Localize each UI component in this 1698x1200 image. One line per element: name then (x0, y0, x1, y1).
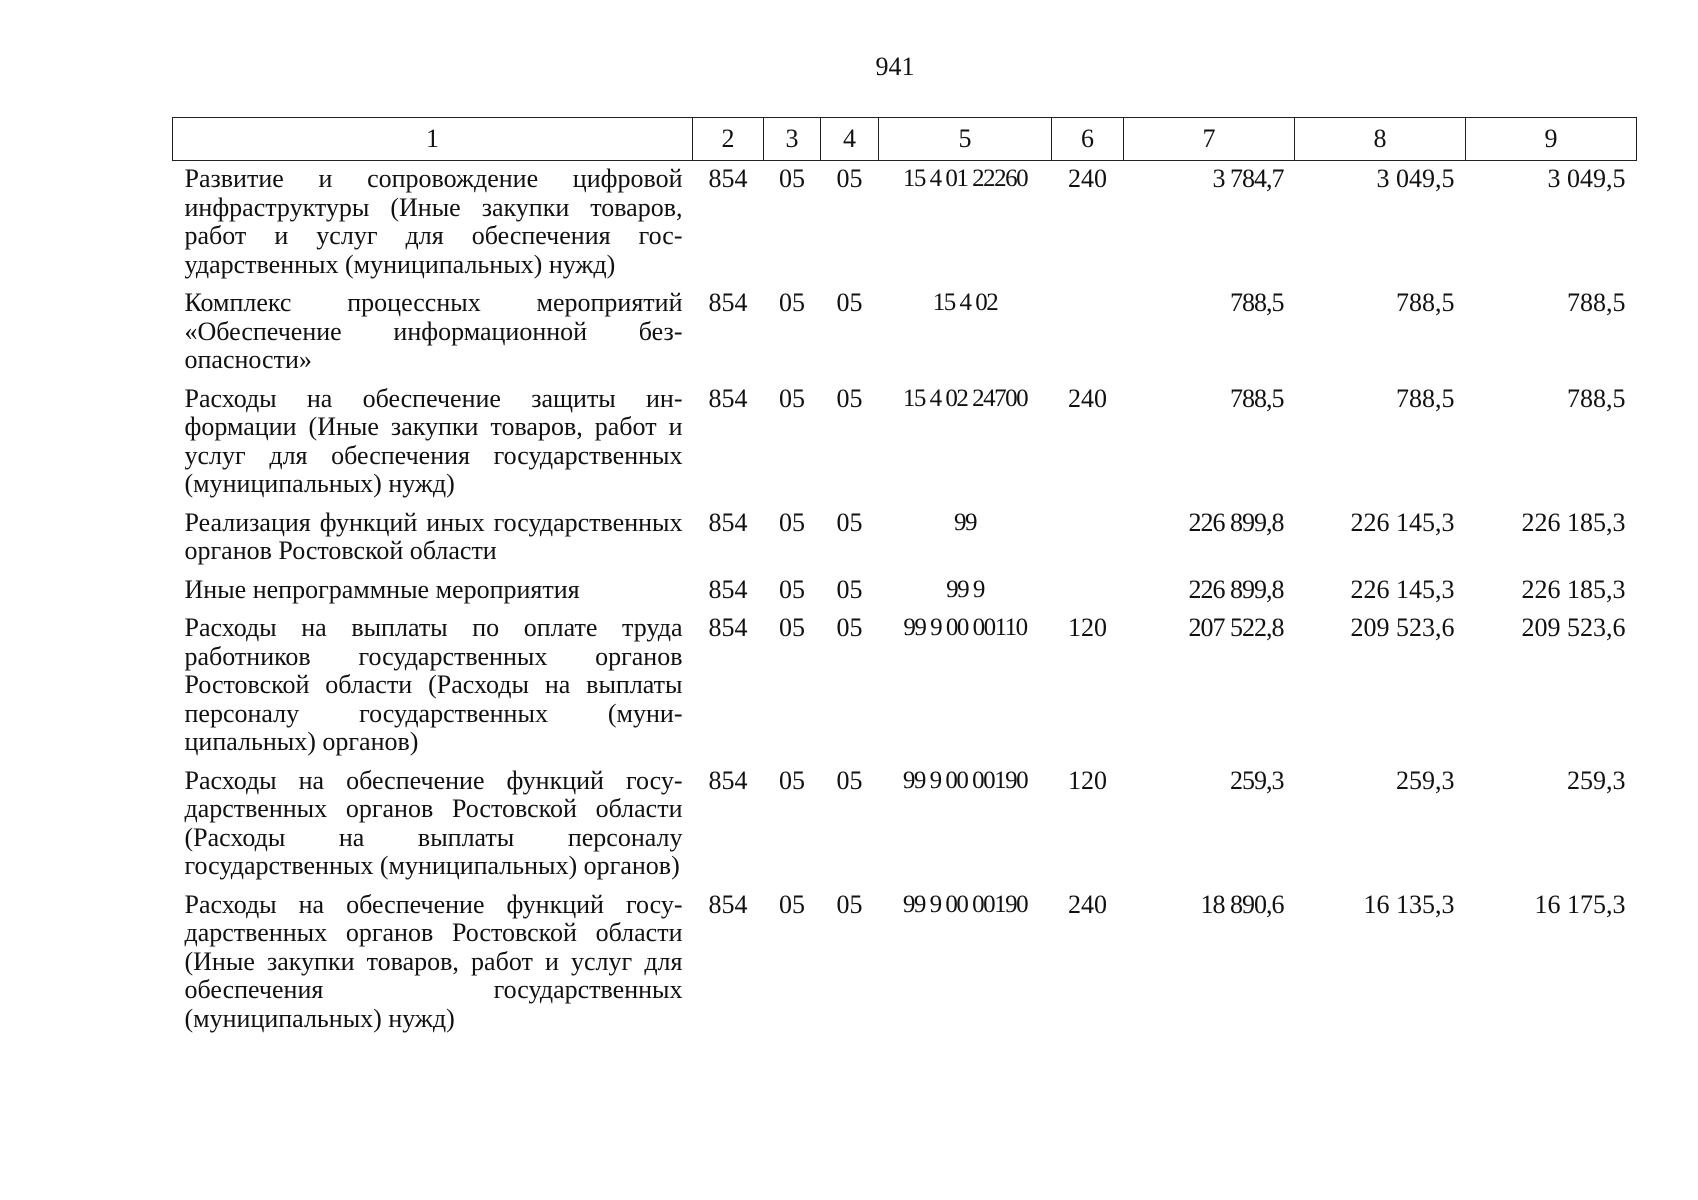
row-target-code: 15 4 02 24700 (902, 384, 1028, 412)
row-section: 05 (779, 613, 805, 642)
row-subsection: 05 (836, 889, 863, 919)
row-expense-type (1052, 572, 1124, 611)
row-amount-7: 207 522,8 (1188, 613, 1284, 642)
row-ministry-code: 854 (708, 383, 748, 413)
row-subsection: 05 (836, 164, 863, 193)
row-section: 05 (779, 383, 805, 413)
row-amount-9: 226 185,3 (1521, 574, 1626, 604)
row-amount-7: 788,5 (1230, 383, 1284, 413)
table-row (173, 285, 1637, 381)
header-col-5: 5 (879, 118, 1052, 161)
row-name: Расходы на обеспечение функций государственных органов Ростовской области (Расходы на выплаты персоналу государственных (муниципальных) органов) (184, 765, 683, 880)
header-col-6: 6 (1052, 118, 1124, 161)
row-ministry-code: 854 (708, 574, 748, 604)
header-col-9: 9 (1466, 118, 1637, 161)
row-name: Расходы на выплаты по оплате труда работников государственных органов Ростовской области (Расходы на выплаты персоналу государственных (муниципальных) органов) (184, 613, 683, 756)
row-amount-8: 788,5 (1396, 288, 1455, 317)
row-expense-type (1052, 285, 1124, 381)
row-expense-type (1052, 505, 1124, 572)
row-subsection: 05 (836, 288, 863, 317)
row-expense-type: 240 (1068, 889, 1107, 919)
row-amount-9: 788,5 (1567, 288, 1626, 317)
row-name: Иные непрограммные мероприятия (184, 574, 580, 604)
row-expense-type: 120 (1068, 613, 1107, 642)
row-expense-type: 120 (1068, 765, 1107, 795)
row-section: 05 (779, 574, 805, 604)
table-row (173, 610, 1637, 763)
row-amount-9: 209 523,6 (1521, 613, 1626, 642)
row-name: Расходы на обеспечение функций государственных органов Ростовской области (Иные закупки товаров, работ и услуг для обеспечения государственных (муниципальных) нужд) (184, 889, 683, 1033)
row-ministry-code: 854 (708, 765, 748, 795)
row-expense-type: 240 (1068, 164, 1107, 193)
row-amount-9: 226 185,3 (1521, 507, 1626, 537)
row-section: 05 (779, 889, 805, 919)
row-amount-7: 18 890,6 (1200, 889, 1284, 919)
row-amount-7: 788,5 (1230, 288, 1284, 317)
row-section: 05 (779, 164, 805, 193)
row-amount-9: 3 049,5 (1547, 164, 1626, 193)
row-target-code: 99 9 00 00190 (902, 890, 1028, 918)
header-row (173, 118, 1637, 161)
row-amount-9: 788,5 (1567, 383, 1626, 413)
row-amount-7: 3 784,7 (1212, 164, 1284, 193)
table-row (173, 887, 1637, 1040)
row-ministry-code: 854 (708, 507, 748, 537)
table-row (173, 763, 1637, 887)
row-ministry-code: 854 (708, 164, 748, 193)
row-section: 05 (779, 507, 805, 537)
row-ministry-code: 854 (708, 613, 748, 642)
header-col-7: 7 (1124, 118, 1295, 161)
row-amount-8: 259,3 (1396, 765, 1455, 795)
row-subsection: 05 (836, 765, 863, 795)
row-target-code: 15 4 02 (932, 289, 998, 316)
row-section: 05 (779, 288, 805, 317)
row-amount-8: 226 145,3 (1350, 507, 1455, 537)
row-section: 05 (779, 765, 805, 795)
table-row (173, 572, 1637, 611)
row-target-code: 99 9 (946, 575, 984, 603)
row-target-code: 99 9 00 00110 (903, 614, 1027, 641)
row-name: Комплекс процессных мероприятий «Обеспечение информационной безопасности» (184, 288, 683, 374)
row-target-code: 99 (954, 508, 976, 536)
header-col-2: 2 (693, 118, 764, 161)
row-subsection: 05 (836, 507, 863, 537)
table-body (173, 161, 1637, 1040)
row-target-code: 15 4 01 22260 (902, 165, 1028, 192)
row-amount-9: 259,3 (1567, 765, 1626, 795)
row-amount-7: 259,3 (1230, 765, 1284, 795)
header-col-1: 1 (173, 118, 693, 161)
header-col-4: 4 (821, 118, 879, 161)
row-amount-7: 226 899,8 (1188, 507, 1284, 537)
row-subsection: 05 (836, 574, 863, 604)
row-name: Развитие и сопровождение цифровой инфраструктуры (Иные закупки товаров, работ и услуг для обеспечения государственных (муниципальных) нужд) (184, 164, 683, 279)
row-amount-8: 226 145,3 (1350, 574, 1455, 604)
row-name: Реализация функций иных государственных органов Ростовской области (184, 507, 683, 565)
page-number: 941 (875, 52, 915, 81)
row-amount-8: 16 135,3 (1363, 889, 1455, 919)
row-subsection: 05 (836, 383, 863, 413)
row-ministry-code: 854 (708, 288, 748, 317)
row-target-code: 99 9 00 00190 (902, 766, 1028, 794)
row-amount-7: 226 899,8 (1188, 574, 1284, 604)
row-amount-9: 16 175,3 (1534, 889, 1626, 919)
table-header (173, 118, 1637, 161)
row-ministry-code: 854 (708, 889, 748, 919)
row-name: Расходы на обеспечение защиты информации (Иные закупки товаров, работ и услуг для обеспечения государственных (муниципальных) нужд) (184, 383, 683, 498)
table-row (173, 161, 1637, 286)
row-expense-type: 240 (1068, 383, 1107, 413)
row-subsection: 05 (836, 613, 863, 642)
table-row (173, 381, 1637, 505)
row-amount-8: 3 049,5 (1376, 164, 1455, 193)
budget-table (172, 117, 1637, 1039)
header-col-8: 8 (1295, 118, 1466, 161)
row-amount-8: 209 523,6 (1350, 613, 1455, 642)
row-amount-8: 788,5 (1396, 383, 1455, 413)
header-col-3: 3 (764, 118, 821, 161)
table-row (173, 505, 1637, 572)
